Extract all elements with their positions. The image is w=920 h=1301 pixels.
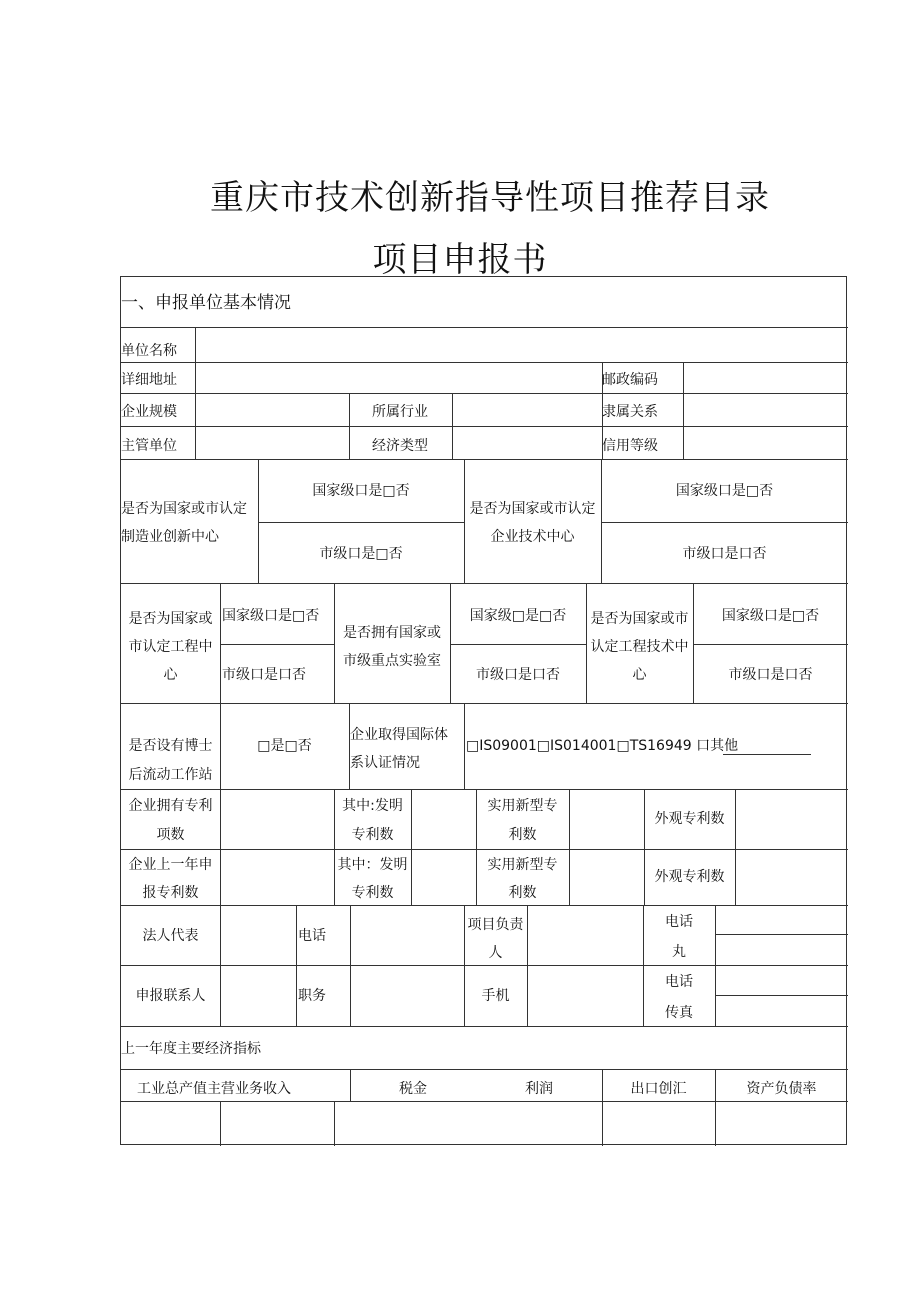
label-invention: 专利数 bbox=[351, 885, 394, 901]
col-line bbox=[715, 905, 716, 1026]
col-line bbox=[220, 905, 221, 1026]
label-fax: 传真 bbox=[665, 1005, 693, 1021]
document-subtitle: 项目申报书 bbox=[372, 240, 548, 280]
row-line bbox=[121, 789, 848, 790]
label-utility: 利数 bbox=[508, 827, 537, 843]
section-heading: 一、申报单位基本情况 bbox=[121, 293, 291, 313]
col-line bbox=[220, 789, 221, 905]
label-contact: 申报联系人 bbox=[135, 988, 206, 1004]
option-city[interactable]: 市级口是口否 bbox=[476, 667, 560, 683]
label-mfg-center: 是否为国家或市认定 bbox=[121, 501, 247, 517]
row-line bbox=[121, 327, 848, 328]
label-position: 职务 bbox=[298, 988, 326, 1004]
label-design: 外观专利数 bbox=[654, 869, 725, 885]
col-line bbox=[411, 789, 412, 905]
label-utility: 利数 bbox=[508, 885, 537, 901]
row-line bbox=[450, 644, 586, 645]
label-eng-tech-center: 是否为国家或市 bbox=[590, 611, 689, 627]
label-lastyear: 报专利数 bbox=[142, 885, 199, 901]
label-wan: 丸 bbox=[672, 944, 686, 960]
col-line bbox=[735, 789, 736, 905]
row-line bbox=[220, 644, 334, 645]
label-eng-tech-center: 认定工程技术中 bbox=[590, 639, 689, 655]
label-cert: 系认证情况 bbox=[350, 755, 420, 771]
label-affiliation: 隶属关系 bbox=[602, 404, 658, 420]
label-legal-rep: 法人代表 bbox=[142, 928, 199, 944]
option-national[interactable]: 国家级口是□否 bbox=[675, 483, 774, 499]
label-lastyear: 企业上一年申 bbox=[128, 857, 213, 873]
row-line bbox=[121, 583, 848, 584]
label-industry: 所属行业 bbox=[372, 404, 428, 420]
option-city[interactable]: 市级口是□否 bbox=[319, 546, 403, 562]
col-line bbox=[296, 905, 297, 1026]
label-patents: 企业拥有专利 bbox=[128, 798, 213, 814]
label-invention: 专利数 bbox=[351, 827, 394, 843]
label-eng-center: 心 bbox=[163, 667, 178, 683]
label-mobile: 手机 bbox=[481, 988, 510, 1004]
label-tech-center: 是否为国家或市认定 bbox=[469, 501, 596, 517]
col-line bbox=[220, 583, 221, 703]
label-tech-center: 企业技术中心 bbox=[490, 529, 575, 545]
label-design: 外观专利数 bbox=[654, 811, 725, 827]
label-key-lab: 市级重点实验室 bbox=[343, 653, 441, 669]
col-line bbox=[683, 362, 684, 459]
row-line bbox=[121, 459, 848, 460]
col-output-revenue: 工业总产值主营业务收入 bbox=[137, 1081, 291, 1097]
row-line bbox=[258, 522, 464, 523]
option-postdoc[interactable]: □是□否 bbox=[257, 738, 312, 754]
label-phone: 电话 bbox=[298, 928, 326, 944]
col-line bbox=[334, 1101, 335, 1146]
col-line bbox=[452, 393, 453, 459]
option-city[interactable]: 市级口是口否 bbox=[682, 546, 767, 562]
label-eng-center: 是否为国家或 bbox=[128, 611, 213, 627]
label-phone: 电话 bbox=[665, 974, 693, 990]
label-postdoc: 是否设有博士 bbox=[128, 738, 213, 754]
label-supervisor: 主管单位 bbox=[121, 438, 177, 454]
other-blank-line[interactable] bbox=[723, 754, 811, 755]
col-profit: 利润 bbox=[525, 1081, 553, 1097]
label-eng-center: 市认定工程中 bbox=[128, 639, 213, 655]
option-national[interactable]: 国家级口是□否 bbox=[312, 483, 410, 499]
row-line bbox=[121, 393, 848, 394]
label-credit: 信用等级 bbox=[602, 438, 658, 454]
row-line bbox=[121, 362, 848, 363]
label-key-lab: 是否拥有国家或 bbox=[343, 625, 441, 641]
row-line bbox=[601, 522, 848, 523]
label-project-lead: 项目负责 bbox=[467, 917, 524, 933]
col-line bbox=[220, 1101, 221, 1146]
col-debt-ratio: 资产负债率 bbox=[746, 1081, 817, 1097]
col-line bbox=[349, 393, 350, 459]
col-tax: 税金 bbox=[399, 1081, 427, 1097]
option-city[interactable]: 市级口是口否 bbox=[728, 667, 813, 683]
label-address: 详细地址 bbox=[121, 372, 177, 388]
option-national[interactable]: 国家级口是□否 bbox=[721, 608, 820, 624]
row-line bbox=[121, 426, 848, 427]
option-cert[interactable]: □IS09001□IS014001□TS16949 口其他 bbox=[466, 738, 739, 754]
label-postdoc: 后流动工作站 bbox=[128, 767, 213, 783]
row-line bbox=[121, 1069, 848, 1070]
label-scale: 企业规模 bbox=[121, 404, 177, 420]
option-national[interactable]: 国家级□是□否 bbox=[469, 608, 567, 624]
option-national[interactable]: 国家级口是□否 bbox=[222, 608, 320, 624]
col-line bbox=[464, 703, 465, 789]
label-cert: 企业取得国际体 bbox=[350, 727, 448, 743]
label-utility: 实用新型专 bbox=[487, 857, 558, 873]
row-line bbox=[121, 703, 848, 704]
option-city[interactable]: 市级口是口否 bbox=[222, 667, 306, 683]
row-line bbox=[121, 849, 848, 850]
label-unit-name: 单位名称 bbox=[121, 343, 177, 359]
label-econ-indicators: 上一年度主要经济指标 bbox=[121, 1041, 261, 1057]
label-patents: 项数 bbox=[156, 827, 185, 843]
row-line bbox=[693, 644, 848, 645]
label-econ-type: 经济类型 bbox=[372, 438, 428, 454]
label-invention: 其中：发明 bbox=[337, 857, 408, 873]
col-line bbox=[350, 1069, 351, 1101]
label-project-lead: 人 bbox=[488, 945, 503, 961]
label-eng-tech-center: 心 bbox=[632, 667, 647, 683]
row-line bbox=[121, 1026, 848, 1027]
row-line bbox=[715, 934, 848, 935]
label-utility: 实用新型专 bbox=[487, 798, 558, 814]
label-phone: 电话 bbox=[665, 914, 693, 930]
application-form bbox=[120, 276, 847, 1145]
col-line bbox=[350, 905, 351, 1026]
col-line bbox=[569, 789, 570, 905]
col-export: 出口创汇 bbox=[630, 1081, 687, 1097]
label-mfg-center: 制造业创新中心 bbox=[121, 529, 219, 545]
col-line bbox=[527, 905, 528, 1026]
row-line bbox=[715, 995, 848, 996]
label-postcode: 邮政编码 bbox=[602, 372, 658, 388]
document-title: 重庆市技术创新指导性项目推荐目录 bbox=[210, 178, 770, 218]
label-invention: 其中:发明 bbox=[342, 798, 403, 814]
col-line bbox=[195, 327, 196, 459]
